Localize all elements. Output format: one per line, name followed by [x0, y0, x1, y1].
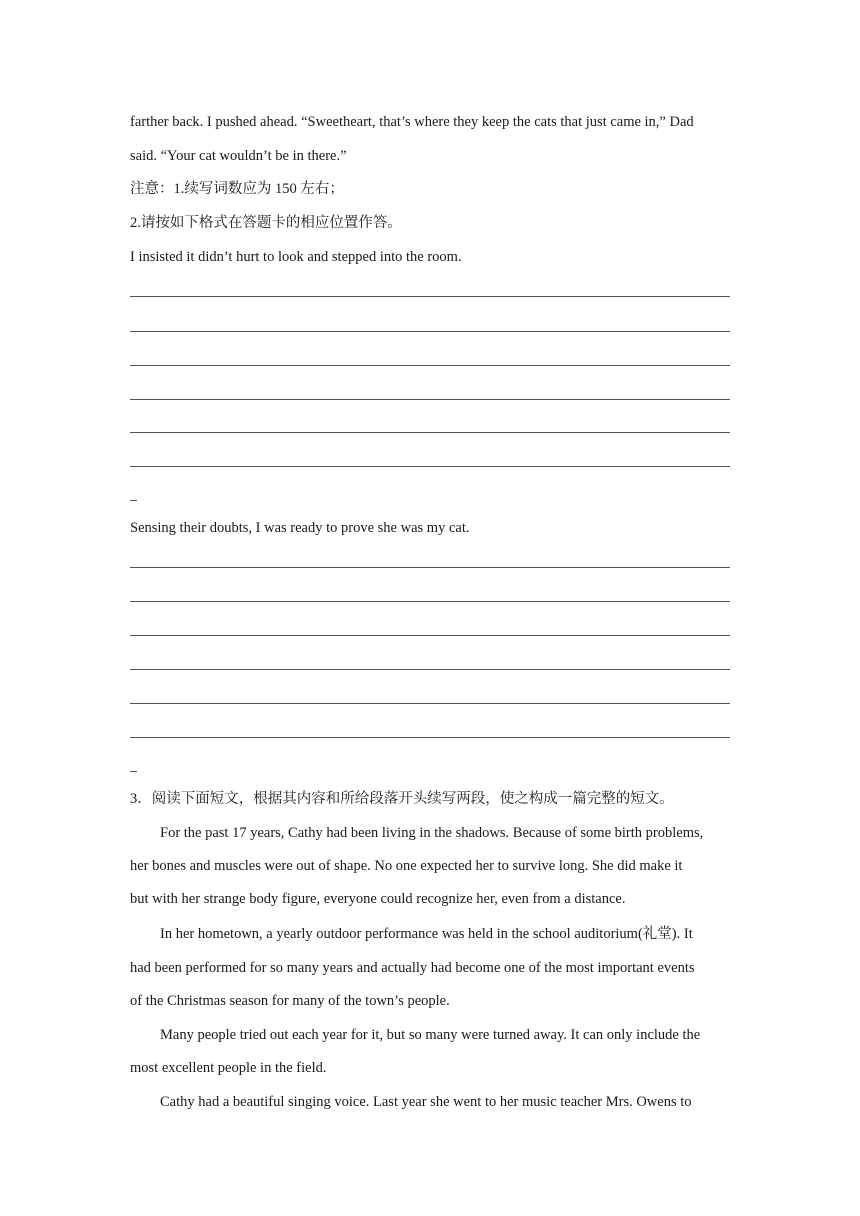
answer-line[interactable]: [130, 635, 730, 636]
question3-paragraph-line: Many people tried out each year for it, but so many were turned away. It can only include the: [160, 1027, 701, 1043]
answer-line[interactable]: [130, 669, 730, 670]
passage-text-line: farther back. I pushed ahead. “Sweetheart, that’s where they keep the cats that just came in,” Dad: [130, 114, 694, 130]
question3-paragraph-line: her bones and muscles were out of shape. No one expected her to survive long. She did make it: [130, 858, 683, 874]
answer-line[interactable]: [130, 399, 730, 400]
answer-line[interactable]: [130, 703, 730, 704]
answer-line[interactable]: [130, 466, 730, 467]
question3-paragraph-line: most excellent people in the field.: [130, 1060, 327, 1076]
paragraph2-opening: Sensing their doubts, I was ready to prove she was my cat.: [130, 520, 470, 536]
answer-line[interactable]: [130, 737, 730, 738]
note-answer-format: 2.请按如下格式在答题卡的相应位置作答。: [130, 215, 402, 231]
note-word-count: 注意：1.续写词数应为 150 左右；: [130, 181, 344, 197]
answer-line[interactable]: [130, 432, 730, 433]
answer-line-tail: [130, 771, 137, 772]
answer-line[interactable]: [130, 567, 730, 568]
question3-paragraph-line: of the Christmas season for many of the town’s people.: [130, 993, 450, 1009]
question3-heading: 3．阅读下面短文，根据其内容和所给段落开头续写两段，使之构成一篇完整的短文。: [130, 791, 674, 807]
question3-paragraph-line: had been performed for so many years and actually had become one of the most important events: [130, 960, 695, 976]
paragraph1-opening: I insisted it didn’t hurt to look and stepped into the room.: [130, 249, 462, 265]
answer-line[interactable]: [130, 331, 730, 332]
question3-paragraph-line: but with her strange body figure, everyone could recognize her, even from a distance.: [130, 891, 626, 907]
question3-paragraph-line: Cathy had a beautiful singing voice. Last year she went to her music teacher Mrs. Owens to: [160, 1094, 692, 1110]
question3-paragraph-line: For the past 17 years, Cathy had been living in the shadows. Because of some birth problems,: [160, 825, 704, 841]
question3-paragraph-line: In her hometown, a yearly outdoor performance was held in the school auditorium(礼堂). It: [160, 926, 693, 942]
answer-line[interactable]: [130, 365, 730, 366]
answer-line-tail: [130, 500, 137, 501]
answer-line[interactable]: [130, 601, 730, 602]
answer-line[interactable]: [130, 296, 730, 297]
passage-text-line: said. “Your cat wouldn’t be in there.”: [130, 148, 347, 164]
